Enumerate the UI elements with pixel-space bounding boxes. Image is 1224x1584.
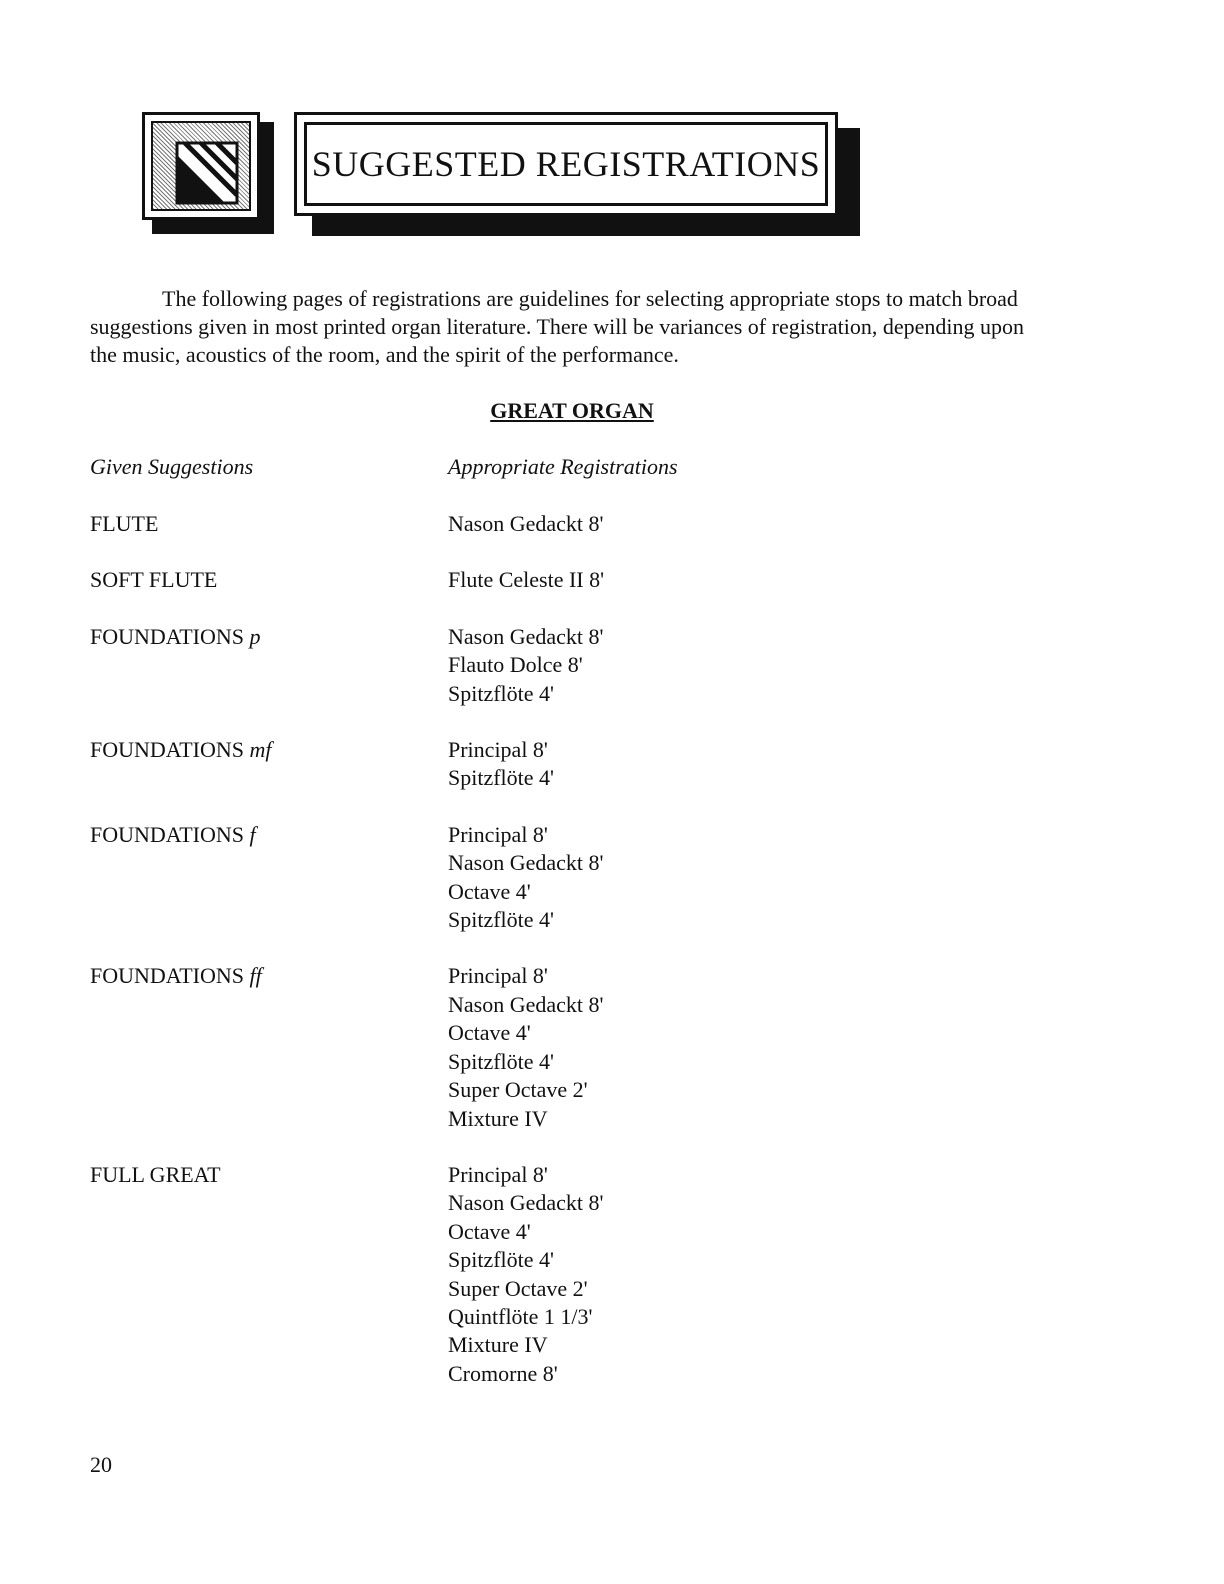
given-suggestion: [90, 510, 448, 538]
dynamic-marking: f: [249, 821, 256, 847]
given-suggestion: [90, 566, 448, 594]
dynamic-marking: ff: [249, 963, 262, 989]
stop-item: Nason Gedackt 8': [448, 850, 604, 876]
column-header-appropriate: Appropriate Registrations: [448, 454, 678, 479]
registration-list: [448, 623, 603, 708]
stop-item: Super Octave 2': [448, 1077, 588, 1103]
stop-item: Nason Gedackt 8': [448, 991, 604, 1017]
given-suggestion-label: FOUNDATIONS: [90, 963, 245, 989]
stop-item: Quintflöte 1 1/3': [448, 1303, 593, 1329]
registration-list: [448, 821, 603, 935]
given-suggestion-label: FULL GREAT: [90, 1161, 221, 1187]
table-row: [90, 821, 990, 935]
given-suggestion: [90, 736, 448, 793]
intro-paragraph: The following pages of registrations are guidelines for selecting appropriate stops to match broad suggestions given in most printed organ literature. There will be variances of registration, depending upon the music, acoustics of the room, and the spirit of the performance.: [90, 286, 1024, 367]
section-heading: GREAT ORGAN: [490, 398, 654, 423]
column-header-given: Given Suggestions: [90, 454, 254, 479]
stop-item: Principal 8': [448, 1161, 548, 1187]
registration-list: [448, 566, 604, 594]
header-icon-block: [142, 112, 274, 234]
stop-item: Spitzflöte 4': [448, 907, 555, 933]
table-row: [90, 962, 990, 1132]
registration-list: [448, 736, 554, 793]
stop-item: Flauto Dolce 8': [448, 652, 583, 678]
stop-item: Spitzflöte 4': [448, 1247, 555, 1273]
stop-item: Principal 8': [448, 963, 548, 989]
stop-item: Principal 8': [448, 737, 548, 763]
given-suggestion-label: SOFT FLUTE: [90, 567, 218, 593]
dynamic-marking: p: [249, 623, 261, 649]
table-row: [90, 1161, 990, 1388]
icon-pattern: [151, 121, 251, 211]
stop-item: Spitzflöte 4': [448, 1048, 555, 1074]
title-block: [294, 112, 860, 236]
registration-list: [448, 510, 603, 538]
page-number: 20: [90, 1452, 112, 1477]
given-suggestion-label: FOUNDATIONS: [90, 737, 245, 763]
given-suggestion: [90, 1161, 448, 1388]
stop-item: Super Octave 2': [448, 1275, 588, 1301]
given-suggestion-label: FOUNDATIONS: [90, 821, 245, 847]
stop-item: Mixture IV: [448, 1332, 548, 1358]
stop-item: Nason Gedackt 8': [448, 623, 604, 649]
title-inner-frame: [304, 122, 828, 206]
stop-item: Cromorne 8': [448, 1360, 558, 1386]
table-row: [90, 566, 990, 594]
registration-list: [448, 1161, 603, 1388]
registration-table: [90, 510, 990, 1388]
dynamic-marking: mf: [249, 737, 272, 763]
stop-item: Flute Celeste II 8': [448, 567, 605, 593]
given-suggestion: [90, 623, 448, 708]
registration-list: [448, 962, 603, 1132]
stop-item: Octave 4': [448, 1218, 531, 1244]
given-suggestion-label: FLUTE: [90, 511, 159, 536]
stop-item: Nason Gedackt 8': [448, 511, 604, 536]
given-suggestion: [90, 821, 448, 935]
icon-frame: [142, 112, 260, 220]
title-frame: [294, 112, 838, 216]
given-suggestion-label: FOUNDATIONS: [90, 623, 245, 649]
table-row: [90, 623, 990, 708]
given-suggestion: [90, 962, 448, 1132]
striped-square-icon: [175, 141, 239, 205]
page-title: SUGGESTED REGISTRATIONS: [311, 144, 821, 184]
stop-item: Mixture IV: [448, 1105, 548, 1131]
stop-item: Octave 4': [448, 878, 531, 904]
table-row: [90, 510, 990, 538]
stop-item: Octave 4': [448, 1020, 531, 1046]
stop-item: Spitzflöte 4': [448, 680, 555, 706]
stop-item: Spitzflöte 4': [448, 765, 555, 791]
stop-item: Principal 8': [448, 821, 548, 847]
table-row: [90, 736, 990, 793]
stop-item: Nason Gedackt 8': [448, 1190, 604, 1216]
